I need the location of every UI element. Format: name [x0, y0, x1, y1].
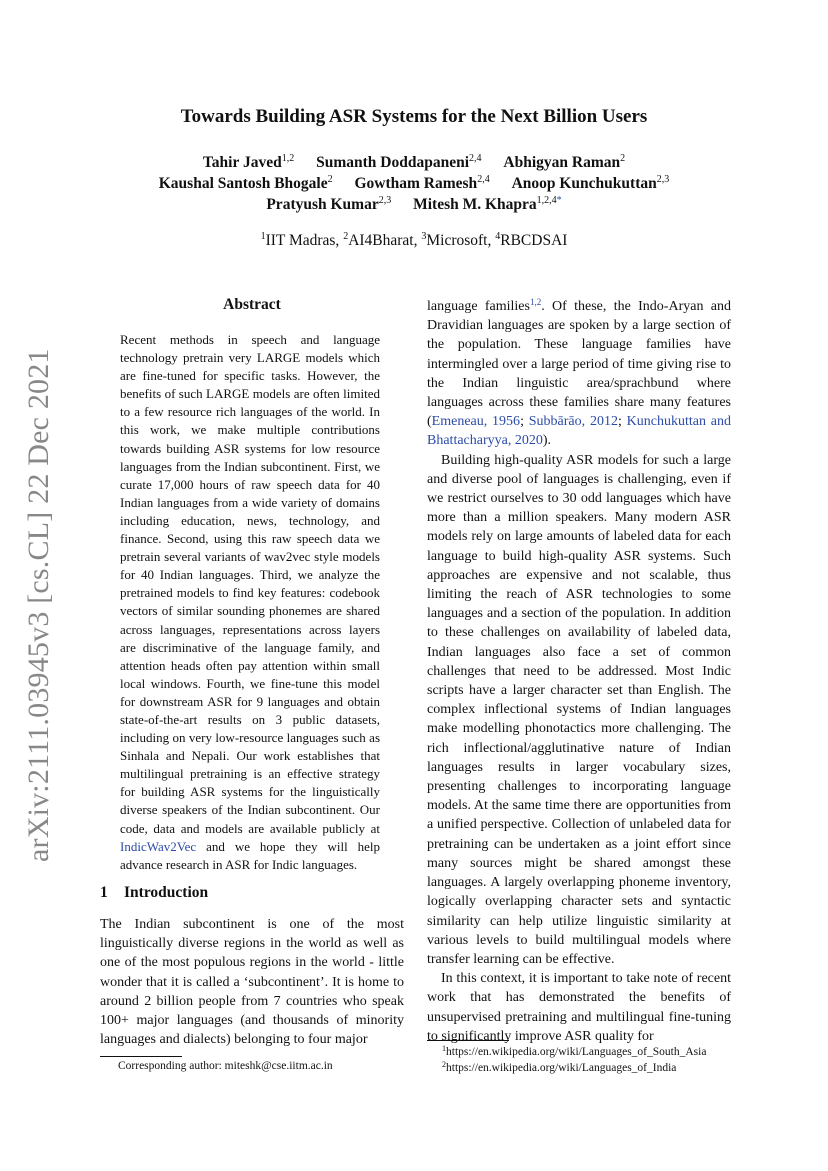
abstract-heading: Abstract — [223, 296, 281, 313]
author: Gowtham Ramesh$^{2,4}$ — [354, 174, 490, 192]
footnote-corresponding: Corresponding author: miteshk@cse.iitm.ac.in — [118, 1060, 333, 1072]
author: Abhigyan Raman$^2$ — [503, 153, 626, 171]
citation-link[interactable]: Subbārāo, 2012 — [528, 414, 618, 430]
footnote-rule — [100, 1056, 182, 1057]
author-list — [120, 152, 708, 215]
citation-link[interactable]: Kunchukuttan and Bhattacharyya, 2020 — [427, 414, 731, 449]
intro-paragraph: language families$^{1,2}$. Of these, the Indo-Aryan and Dravidian languages are spoken by a large section of the population. These language families have intermingled over a large period of time giving rise to the Indian linguistic area/sprachbund where languages across these families share many features (Emeneau, 1956; Subbārāo, 2012; Kunchukuttan and Bhattacharyya, 2020). — [427, 297, 731, 449]
affiliations: $^1$IIT Madras, $^2$AI4Bharat, $^3$Microsoft, $^4$RBCDSAI — [260, 231, 568, 249]
intro-paragraph: In this context, it is important to take note of recent work that has demonstrated the benefits of unsupervised pretraining and multilingual fine-tuning to significantly improve ASR quality for — [427, 971, 731, 1044]
intro-paragraph-left: The Indian subcontinent is one of the most linguistically diverse regions in the world as well as one of the most populous regions in the world - little wonder that it is called a ‘subcontinent’. It is home to around 2 billion people from 7 countries who speak 100+ major languages (and thousands of minority languages and dialects) belonging to four major — [100, 917, 404, 1048]
section-heading-introduction: 1 Introduction — [100, 884, 209, 901]
citation-link[interactable]: Emeneau, 1956 — [431, 414, 521, 430]
author: Kaushal Santosh Bhogale$^2$ — [158, 174, 333, 192]
footnote-2: $^2$https://en.wikipedia.org/wiki/Languages_of_India — [442, 1060, 677, 1074]
abstract-body: Recent methods in speech and language technology pretrain very LARGE models which are fine-tuned for specific tasks. However, the benefits of such LARGE models are often limited to a few resource rich languages of the world. In this work, we make multiple contributions towards building ASR systems for low resource languages from the Indian subcontinent. First, we curate 17,000 hours of raw speech data for 40 Indian languages from a wide variety of domains including education, news, technology, and finance. Second, using this raw speech data we pretrain several variants of wav2vec style models for 40 Indian languages. Third, we analyze the pretrained models to find key features: codebook vectors of similar sounding phonemes are shared across languages, representations across layers are discriminative of the language family, and attention heads often pay attention within small local windows. Fourth, we fine-tune this model for downstream ASR for 9 languages and obtain state-of-the-art results on 3 public datasets, including on very low-resource languages such as Sinhala and Nepali. Our work establishes that multilingual pretraining is an effective strategy for building ASR systems for the linguistically diverse speakers of the Indian subcontinent. Our code, data and models are available publicly at IndicWav2Vec and we hope they will help advance research in ASR for Indic languages. — [120, 332, 380, 872]
author: Sumanth Doddapaneni$^{2,4}$ — [316, 153, 482, 171]
intro-paragraph: Building high-quality ASR models for such a large and diverse pool of languages is challenging, even if we restrict ourselves to 30 odd languages which have more than a million speakers. Many modern ASR models rely on large amounts of labeled data for each language to build high-quality ASR systems. Such approaches are expensive and not scalable, thus limiting the reach of ASR technologies to some languages and a section of the population. In addition to these challenges on availability of labeled data, Indian languages also face a set of common challenges that need to be addressed. Most Indic scripts have a larger character set than English. The complex inflectional systems of Indian languages make modelling phonotactics more challenging. The rich inflectional/agglutinative nature of Indian languages results in larger vocabulary sizes, presenting challenges to incorporating language models. At the same time there are opportunities from a unified perspective. Collection of unlabeled data for pretraining can be undertaken as a joint effort since many sources might be shared amongst these languages. A largely overlapping phoneme inventory, logically overlapping character sets and syntactic similarity can help utilize linguistic similarity at various levels to build multilingual models where transfer learning can be effective. — [427, 452, 731, 967]
paper-title: Towards Building ASR Systems for the Next Billion Users — [180, 106, 648, 127]
author: Anoop Kunchukuttan$^{2,3}$ — [511, 174, 670, 192]
corresponding-mark[interactable]: * — [556, 195, 562, 206]
right-column — [427, 297, 731, 1046]
footnote-rule — [427, 1040, 509, 1041]
footnote-ref[interactable]: 1,2 — [529, 297, 542, 307]
author: Pratyush Kumar$^{2,3}$ — [266, 195, 392, 213]
footnote-1: $^1$https://en.wikipedia.org/wiki/Languages_of_South_Asia — [442, 1044, 707, 1058]
author: Tahir Javed$^{1,2}$ — [202, 153, 295, 171]
indicwav2vec-link[interactable]: IndicWav2Vec — [120, 838, 197, 854]
arxiv-stamp: arXiv:2111.03945v3 [cs.CL] 22 Dec 2021 — [22, 348, 55, 862]
author: Mitesh M. Khapra$^{1,2,4*}$ — [413, 195, 562, 213]
